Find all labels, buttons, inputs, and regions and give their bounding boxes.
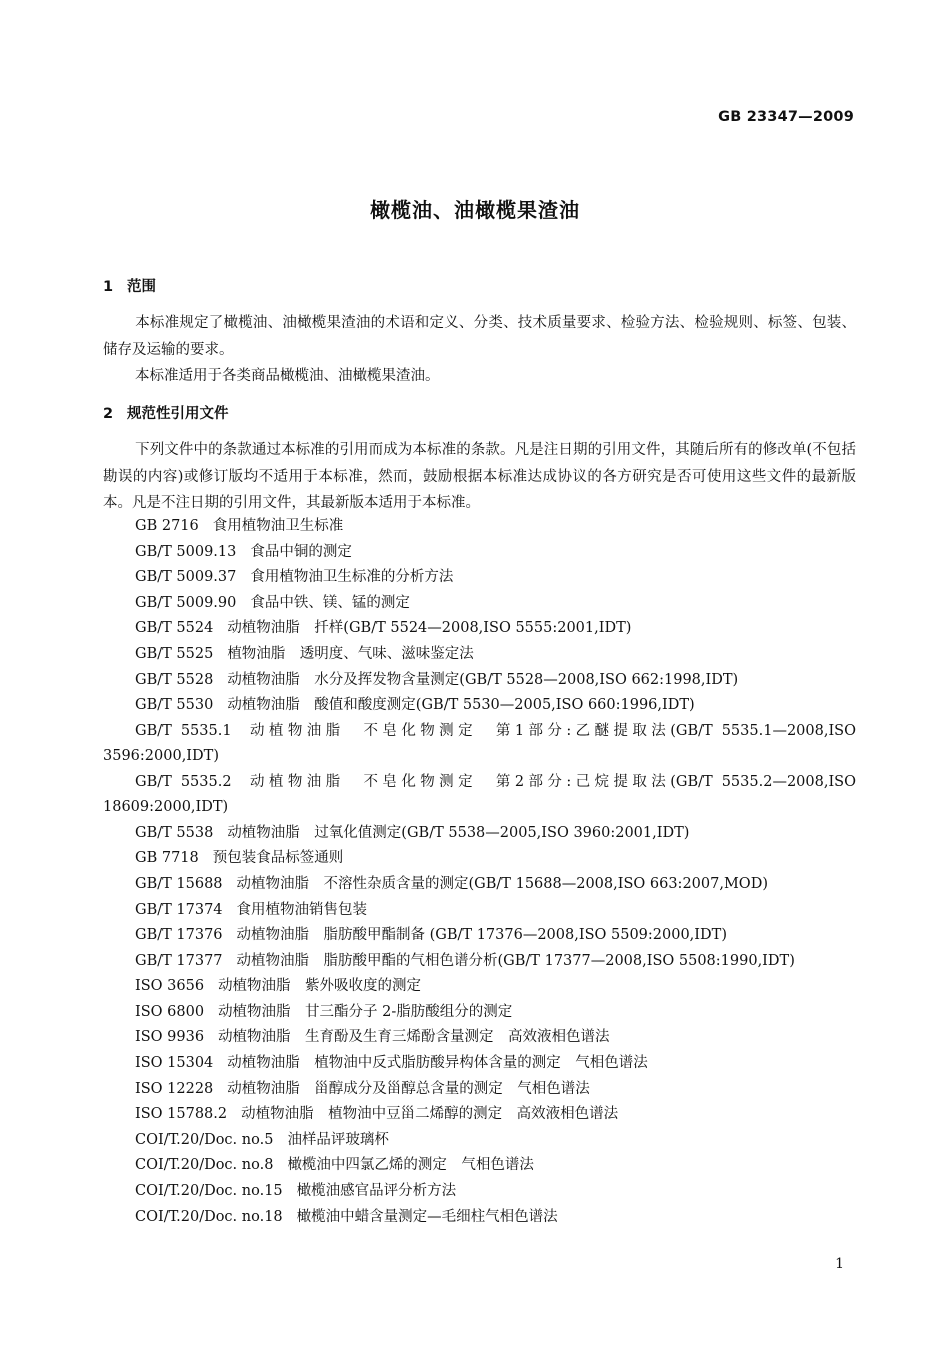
reference-code: GB/T 15688 [135, 875, 223, 892]
reference-code: GB/T 5530 [135, 697, 214, 714]
reference-item [103, 770, 856, 821]
scope-paragraph-1: 本标准规定了橄榄油、油橄榄果渣油的术语和定义、分类、技术质量要求、检验方法、检验规则、标签、包装、储存及运输的要求。 [103, 315, 856, 358]
reference-item [103, 1102, 856, 1128]
reference-item [103, 1051, 856, 1077]
reference-title: 动植物油脂 植物油中反式脂肪酸异构体含量的测定 气相色谱法 [227, 1055, 648, 1071]
reference-title: 动植物油脂 扦样(GB/T 5524—2008,ISO 5555:2001,IDT) [227, 620, 632, 637]
reference-item [103, 974, 856, 1000]
reference-code: ISO 6800 [135, 1003, 205, 1020]
reference-title: 食品中铜的测定 [250, 543, 352, 560]
reference-code: GB/T 5009.90 [135, 594, 237, 611]
section-title: 规范性引用文件 [127, 406, 229, 422]
reference-code: ISO 9936 [135, 1029, 205, 1046]
reference-title: 植物油脂 透明度、气味、滋味鉴定法 [227, 645, 474, 662]
reference-item [103, 821, 856, 847]
reference-item [103, 591, 856, 617]
reference-code: ISO 15304 [135, 1055, 214, 1071]
reference-title: 动植物油脂 酸值和酸度测定(GB/T 5530—2005,ISO 660:1996,IDT) [227, 697, 695, 714]
reference-code: GB/T 5009.13 [135, 543, 237, 560]
scope-paragraph-2: 本标准适用于各类商品橄榄油、油橄榄果渣油。 [135, 368, 440, 384]
reference-title: 食用植物油卫生标准的分析方法 [250, 569, 454, 586]
standard-code: GB 23347—2009 [718, 109, 854, 125]
reference-item [103, 1179, 856, 1205]
reference-title: 食用植物油销售包装 [236, 901, 368, 918]
reference-item [103, 898, 856, 924]
reference-title: 动植物油脂 不溶性杂质含量的测定(GB/T 15688—2008,ISO 663:2007,MOD) [236, 875, 768, 892]
reference-code: GB/T 5524 [135, 620, 214, 637]
reference-title: 动植物油脂 水分及挥发物含量测定(GB/T 5528—2008,ISO 662:1998,IDT) [227, 671, 739, 688]
reference-item [103, 1205, 856, 1231]
reference-code: GB/T 5528 [135, 671, 214, 688]
reference-item [103, 668, 856, 694]
reference-code: COI/T.20/Doc. no.15 [135, 1182, 283, 1199]
reference-title: 动植物油脂 甘三酯分子 2-脂肪酸组分的测定 [218, 1003, 513, 1020]
reference-item [103, 923, 856, 949]
reference-title: 动植物油脂 脂肪酸甲酯的气相色谱分析(GB/T 17377—2008,ISO 5508:1990,IDT) [236, 952, 795, 969]
section-title: 范围 [127, 279, 156, 295]
reference-item [103, 1077, 856, 1103]
reference-item [103, 949, 856, 975]
section-heading-scope [103, 275, 156, 296]
reference-item [103, 693, 856, 719]
references-intro-paragraph: 下列文件中的条款通过本标准的引用而成为本标准的条款。凡是注日期的引用文件，其随后所有的修改单(不包括勘误的内容)或修订版均不适用于本标准，然而，鼓励根据本标准达成协议的各方研究是否可使用这些文件的最新版本。凡是不注日期的引用文件，其最新版本适用于本标准。 [103, 442, 856, 511]
reference-item [103, 514, 856, 540]
reference-item [103, 1153, 856, 1179]
reference-item [103, 872, 856, 898]
reference-code: GB 2716 [135, 518, 199, 534]
reference-item [103, 1025, 856, 1051]
reference-list [103, 514, 856, 1230]
reference-code: COI/T.20/Doc. no.5 [135, 1131, 274, 1148]
reference-title: 动植物油脂 脂肪酸甲酯制备 (GB/T 17376—2008,ISO 5509:2000,IDT) [236, 927, 727, 944]
reference-title: 橄榄油中蜡含量测定—毛细柱气相色谱法 [296, 1208, 558, 1225]
reference-code: GB/T 17374 [135, 901, 223, 918]
reference-title: 动植物油脂 植物油中豆甾二烯醇的测定 高效液相色谱法 [241, 1106, 619, 1123]
section-heading-normative-references [103, 402, 229, 423]
reference-code: ISO 15788.2 [135, 1106, 228, 1123]
reference-title: 油样品评玻璃杯 [287, 1131, 389, 1148]
reference-title: 动植物油脂 不皂化物测定 第1部分:乙醚提取法(GB/T 5535.1—2008,ISO 3596:2000,IDT) [103, 722, 856, 765]
reference-code: GB/T 5535.1 [135, 722, 232, 739]
section-number: 1 [103, 279, 114, 295]
reference-item [103, 565, 856, 591]
section-number: 2 [103, 406, 114, 422]
reference-code: ISO 3656 [135, 978, 205, 995]
reference-title: 动植物油脂 不皂化物测定 第2部分:己烷提取法(GB/T 5535.2—2008,ISO 18609:2000,IDT) [103, 773, 856, 816]
reference-item [103, 1000, 856, 1026]
reference-title: 橄榄油中四氯乙烯的测定 气相色谱法 [287, 1157, 534, 1174]
reference-item [103, 846, 856, 872]
reference-title: 动植物油脂 甾醇成分及甾醇总含量的测定 气相色谱法 [227, 1080, 590, 1097]
reference-title: 动植物油脂 过氧化值测定(GB/T 5538—2005,ISO 3960:2001,IDT) [227, 824, 690, 841]
reference-code: COI/T.20/Doc. no.18 [135, 1208, 283, 1225]
reference-item [103, 642, 856, 668]
reference-title: 橄榄油感官品评分析方法 [296, 1182, 457, 1199]
reference-code: GB/T 17376 [135, 927, 223, 944]
reference-code: COI/T.20/Doc. no.8 [135, 1157, 274, 1174]
reference-code: ISO 12228 [135, 1080, 214, 1097]
reference-code: GB/T 17377 [135, 952, 223, 969]
reference-code: GB 7718 [135, 850, 199, 867]
document-title: 橄榄油、油橄榄果渣油 [370, 198, 580, 222]
reference-code: GB/T 5009.37 [135, 569, 237, 586]
reference-title: 食品中铁、镁、锰的测定 [250, 594, 410, 611]
reference-title: 食用植物油卫生标准 [212, 518, 344, 534]
reference-item [103, 540, 856, 566]
reference-title: 动植物油脂 生育酚及生育三烯酚含量测定 高效液相色谱法 [218, 1029, 610, 1046]
reference-item [103, 616, 856, 642]
reference-code: GB/T 5538 [135, 824, 214, 841]
reference-item [103, 1128, 856, 1154]
reference-title: 动植物油脂 紫外吸收度的测定 [218, 978, 422, 995]
reference-code: GB/T 5525 [135, 645, 214, 662]
reference-code: GB/T 5535.2 [135, 773, 232, 790]
page-number: 1 [835, 1256, 844, 1272]
reference-title: 预包装食品标签通则 [212, 850, 344, 867]
reference-item [103, 719, 856, 770]
